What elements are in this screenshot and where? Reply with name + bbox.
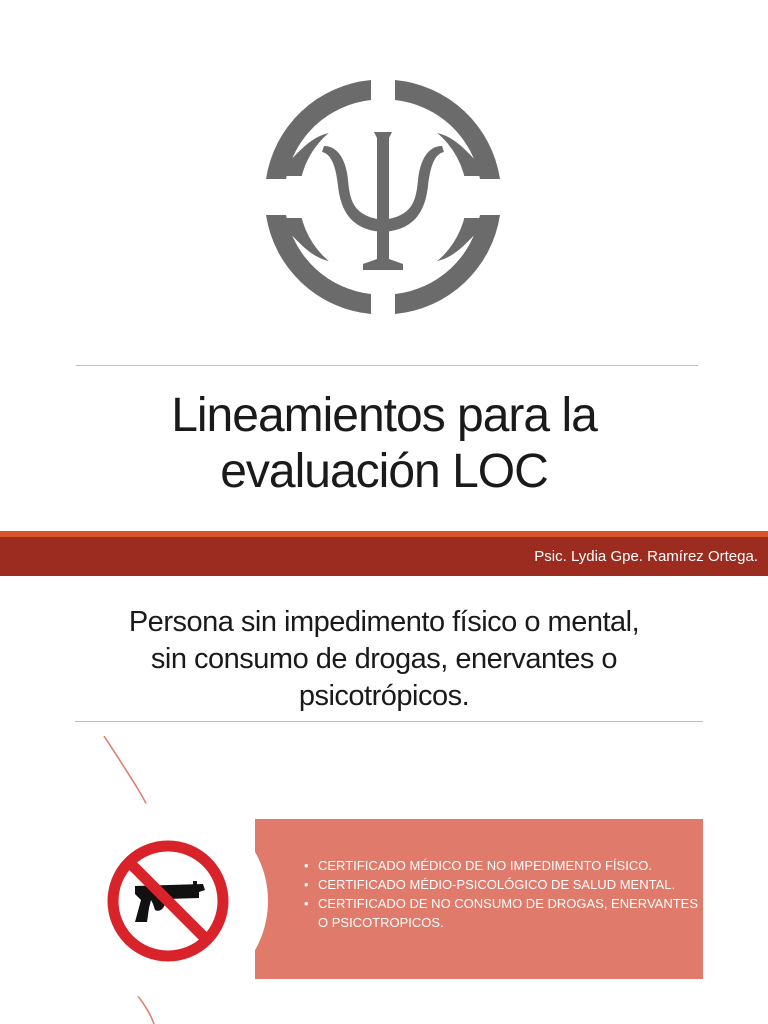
list-item-text: CERTIFICADO MÉDICO DE NO IMPEDIMENTO FÍSICO. <box>318 858 652 873</box>
bullet-dot: • <box>304 858 309 873</box>
heading-line-3: psicotrópicos. <box>298 680 470 712</box>
author-name: Psic. Lydia Gpe. Ramírez Ortega. <box>534 548 758 565</box>
title-line-2: evaluación LOC <box>220 445 548 498</box>
list-item <box>304 875 698 894</box>
divider-line <box>76 365 698 366</box>
psi-logo-icon <box>262 76 504 318</box>
requirements-list <box>304 856 698 932</box>
list-item-text: CERTIFICADO DE NO CONSUMO DE DROGAS, ENERVANTES O PSICOTROPICOS. <box>318 896 698 930</box>
author-band <box>0 537 768 576</box>
list-item-text: CERTIFICADO MÉDIO-PSICOLÓGICO DE SALUD MENTAL. <box>318 877 676 892</box>
heading-line-2: sin consumo de drogas, enervantes o <box>150 643 618 675</box>
heading-line-1: Persona sin impedimento físico o mental, <box>128 606 640 638</box>
requirements-heading <box>40 604 728 715</box>
no-weapons-icon <box>105 838 231 964</box>
title-line-1: Lineamientos para la <box>171 389 597 442</box>
bullet-dot: • <box>304 896 309 911</box>
list-item <box>304 856 698 875</box>
slide-title-heading <box>40 388 728 500</box>
slide-requirements <box>0 576 768 1024</box>
bullet-dot: • <box>304 877 309 892</box>
badge-circle <box>68 801 268 1001</box>
list-item <box>304 894 698 932</box>
divider-line <box>75 721 703 722</box>
